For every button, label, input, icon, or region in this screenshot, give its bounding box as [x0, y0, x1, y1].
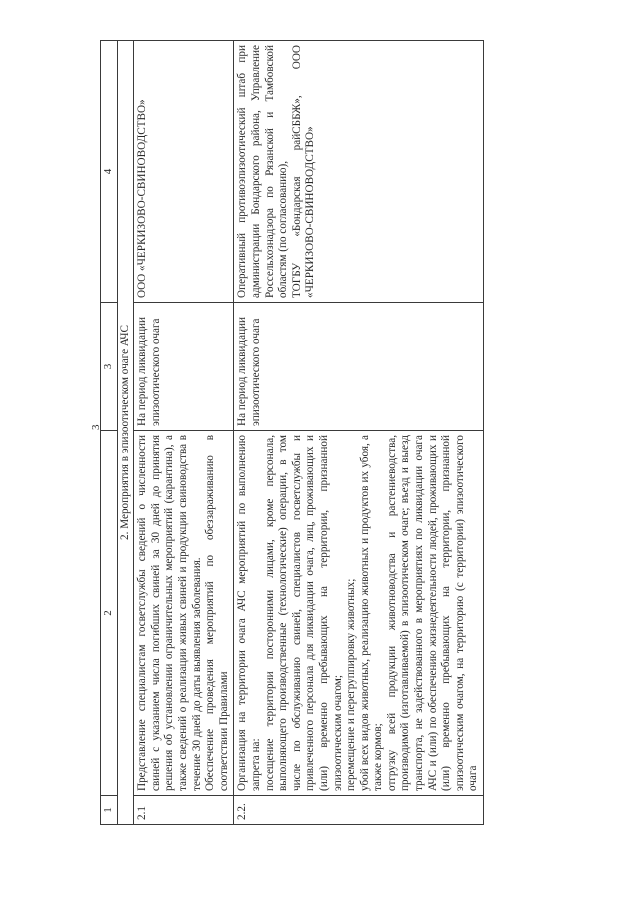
responsible-text: ТОГБУ «Бондарская райСББЖ», ООО «ЧЕРКИЗОВО-СВИНОВОДСТВО» — [290, 45, 317, 298]
section-title: 2. Мероприятия в эпизоотическом очаге АЧС — [117, 41, 134, 825]
measures-table-rotated — [100, 40, 560, 825]
header-row — [101, 41, 118, 825]
measure-text: Обеспечение проведения мероприятий по обеззараживанию в соответствии Правилами — [204, 435, 230, 791]
responsible-cell — [234, 41, 484, 303]
header-col-2: 2 — [101, 431, 118, 796]
measure-cell — [234, 431, 484, 796]
responsible-text: ООО «ЧЕРКИЗОВО-СВИНОВОДСТВО» — [136, 99, 149, 298]
measure-text: посещение территории посторонними лицами, кроме персонала, выполняющего производственные (технологические) операции, в том числе по обслуживанию свиней, специалистов госветслужбы и привлеченного персонала для ликвидации очага, лиц, проживающих и (или) временно пребывающих на территории, признанной эпизоотическим очагом; — [263, 435, 344, 791]
header-col-3: 3 — [101, 303, 118, 431]
period-cell: На период ликвидации эпизоотического очага — [134, 303, 234, 431]
row-number: 2.1 — [134, 796, 234, 825]
measure-text: убой всех видов животных, реализацию животных и продуктов их убоя, а также кормов; — [358, 435, 385, 791]
measure-text: Представление специалистам госветслужбы сведений о численности свиней с указанием числа погибших свиней за 30 дней до принятия решения об установлении ограничительных мероприятий (карантина), а также сведений о реализации живых свиней и продукции свиноводства в течение 30 дней до даты выявления заболевания. — [136, 435, 203, 791]
responsible-cell — [134, 41, 234, 303]
measure-cell — [134, 431, 234, 796]
header-col-4: 4 — [101, 41, 118, 303]
period-cell: На период ликвидации эпизоотического очага — [234, 303, 484, 431]
measure-text: перемещение и перегруппировку животных; — [345, 578, 358, 791]
table-row — [234, 41, 484, 825]
table-row — [134, 41, 234, 825]
page-number: 3 — [90, 424, 102, 430]
measure-text: Организация на территории очага АЧС мероприятий по выполнению запрета на: — [236, 435, 262, 791]
header-col-1: 1 — [101, 796, 118, 825]
responsible-text: Оперативный противоэпизоотический штаб при администрации Бондарского района, Управление Россельхознадзора по Рязанской и Тамбовской областям (по согласованию), — [236, 45, 290, 298]
measure-text: отгрузку всей продукции животноводства и растениеводства, производимой (изготавливаемой) в эпизоотическом очаге; въезд и выезд транспорта, не задействованного в мероприятиях по ликвидации очага АЧС и (или) по обеспечению жизнедеятельности людей, проживающих и (или) временно пребывающих на территории, признанной эпизоотическим очагом, на территорию (с территории) эпизоотического очага — [385, 435, 480, 791]
row-number: 2.2. — [234, 796, 484, 825]
section-row — [117, 41, 134, 825]
measures-table — [100, 40, 484, 825]
